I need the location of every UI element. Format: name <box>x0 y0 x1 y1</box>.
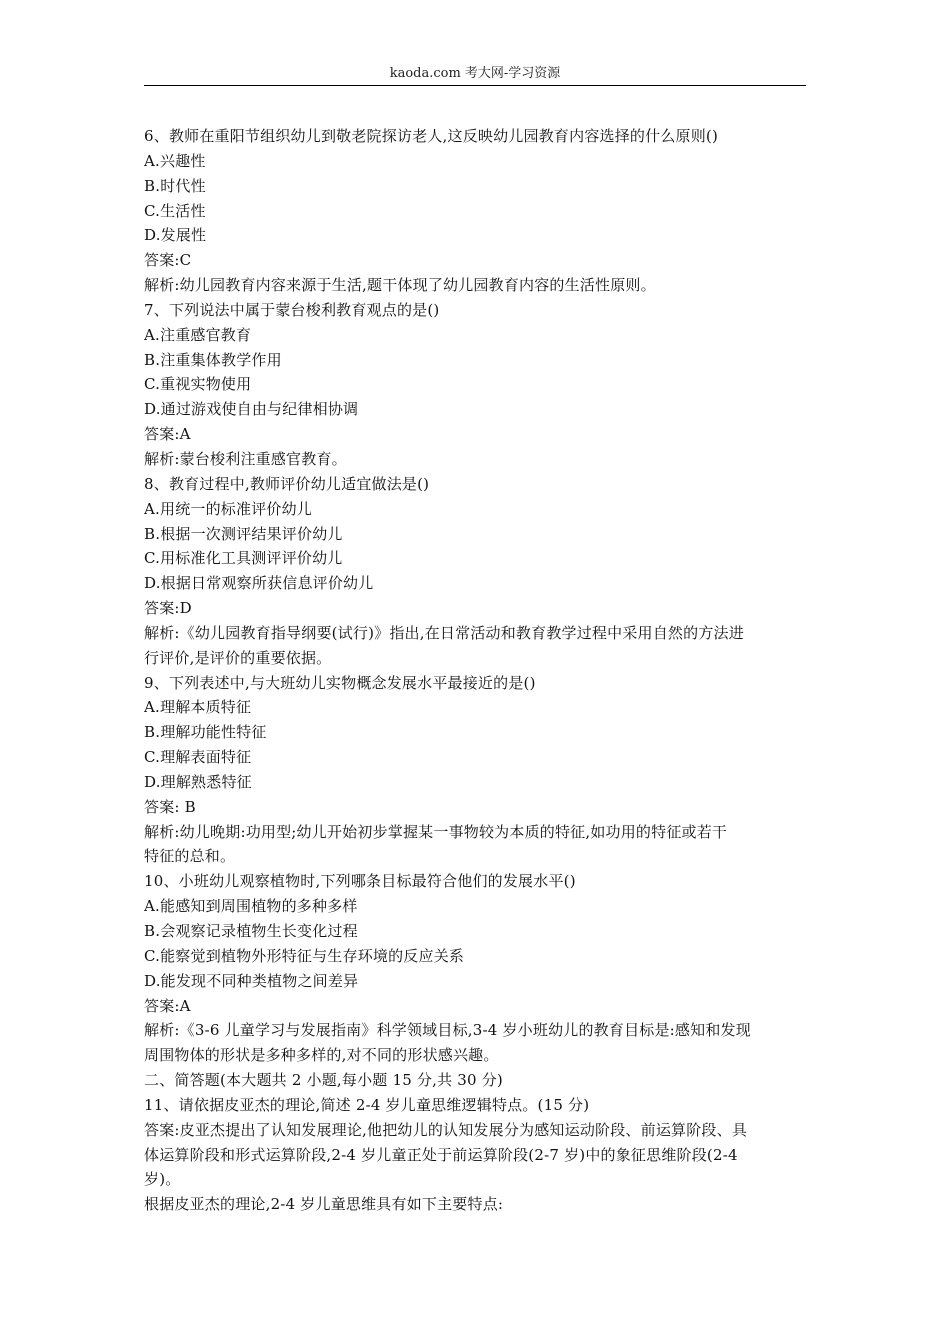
question-7-stem: 7、下列说法中属于蒙台梭利教育观点的是() <box>144 300 440 319</box>
q7-option-d: D.通过游戏使自由与纪律相协调 <box>144 400 359 419</box>
page-header: kaoda.com 考大网-学习资源 <box>389 66 561 81</box>
q8-analysis-line-1: 解析:《幼儿园教育指导纲要(试行)》指出,在日常活动和教育教学过程中采用自然的方法进 <box>144 623 744 642</box>
q11-answer-line-3: 岁)。 <box>144 1170 181 1189</box>
q11-answer-line-2: 体运算阶段和形式运算阶段,2-4 岁儿童正处于前运算阶段(2-7 岁)中的象征思维阶段(2-4 <box>144 1145 738 1164</box>
section-2-heading: 二、简答题(本大题共 2 小题,每小题 15 分,共 30 分) <box>144 1071 503 1090</box>
q10-answer: 答案:A <box>144 996 191 1015</box>
q10-option-b: B.会观察记录植物生长变化过程 <box>144 922 358 940</box>
question-8-stem: 8、教育过程中,教师评价幼儿适宜做法是() <box>144 474 430 493</box>
q11-answer-line-4: 根据皮亚杰的理论,2-4 岁儿童思维具有如下主要特点: <box>144 1195 504 1214</box>
question-6-stem: 6、教师在重阳节组织幼儿到敬老院探访老人,这反映幼儿园教育内容选择的什么原则() <box>144 127 719 145</box>
q8-analysis-line-2: 行评价,是评价的重要依据。 <box>144 648 332 667</box>
q8-option-c: C.用标准化工具测评评价幼儿 <box>144 549 343 568</box>
q6-option-a: A.兴趣性 <box>144 151 206 170</box>
q7-option-b: B.注重集体教学作用 <box>144 350 282 369</box>
q6-option-b: B.时代性 <box>144 176 206 195</box>
q10-option-c: C.能察觉到植物外形特征与生存环境的反应关系 <box>144 946 465 965</box>
q6-option-d: D.发展性 <box>144 226 207 245</box>
q7-option-a: A.注重感官教育 <box>144 325 252 344</box>
question-9-stem: 9、下列表述中,与大班幼儿实物概念发展水平最接近的是() <box>144 673 536 692</box>
q8-option-b: B.根据一次测评结果评价幼儿 <box>144 524 343 543</box>
q9-option-d: D.理解熟悉特征 <box>144 772 252 791</box>
q9-option-a: A.理解本质特征 <box>144 698 252 717</box>
question-11-stem: 11、请依据皮亚杰的理论,简述 2-4 岁儿童思维逻辑特点。(15 分) <box>144 1095 590 1114</box>
q10-analysis-line-2: 周围物体的形状是多种多样的,对不同的形状感兴趣。 <box>144 1046 499 1065</box>
q11-answer-line-1: 答案:皮亚杰提出了认知发展理论,他把幼儿的认知发展分为感知运动阶段、前运算阶段、具 <box>144 1120 748 1139</box>
q6-option-c: C.生活性 <box>144 201 206 220</box>
q6-analysis: 解析:幼儿园教育内容来源于生活,题干体现了幼儿园教育内容的生活性原则。 <box>144 276 656 295</box>
q10-option-d: D.能发现不同种类植物之间差异 <box>144 971 359 990</box>
question-10-stem: 10、小班幼儿观察植物时,下列哪条目标最符合他们的发展水平() <box>144 872 576 891</box>
q7-answer: 答案:A <box>144 425 191 444</box>
document-body <box>144 124 806 1217</box>
q8-option-d: D.根据日常观察所获信息评价幼儿 <box>144 574 374 593</box>
q6-answer: 答案:C <box>144 251 192 270</box>
q9-analysis-line-1: 解析:幼儿晚期:功用型;幼儿开始初步掌握某一事物较为本质的特征,如功用的特征或若干 <box>144 822 728 841</box>
q10-option-a: A.能感知到周围植物的多种多样 <box>144 897 358 916</box>
header-divider <box>144 85 806 86</box>
q9-answer: 答案: B <box>144 797 196 816</box>
q7-analysis: 解析:蒙台梭利注重感官教育。 <box>144 449 347 468</box>
q9-option-b: B.理解功能性特征 <box>144 723 267 742</box>
q10-analysis-line-1: 解析:《3-6 儿童学习与发展指南》科学领域目标,3-4 岁小班幼儿的教育目标是:感知和发现 <box>144 1021 751 1040</box>
q8-option-a: A.用统一的标准评价幼儿 <box>144 499 313 518</box>
q9-option-c: C.理解表面特征 <box>144 748 252 767</box>
q7-option-c: C.重视实物使用 <box>144 375 252 394</box>
q9-analysis-line-2: 特征的总和。 <box>144 847 236 866</box>
q8-answer: 答案:D <box>144 599 192 618</box>
